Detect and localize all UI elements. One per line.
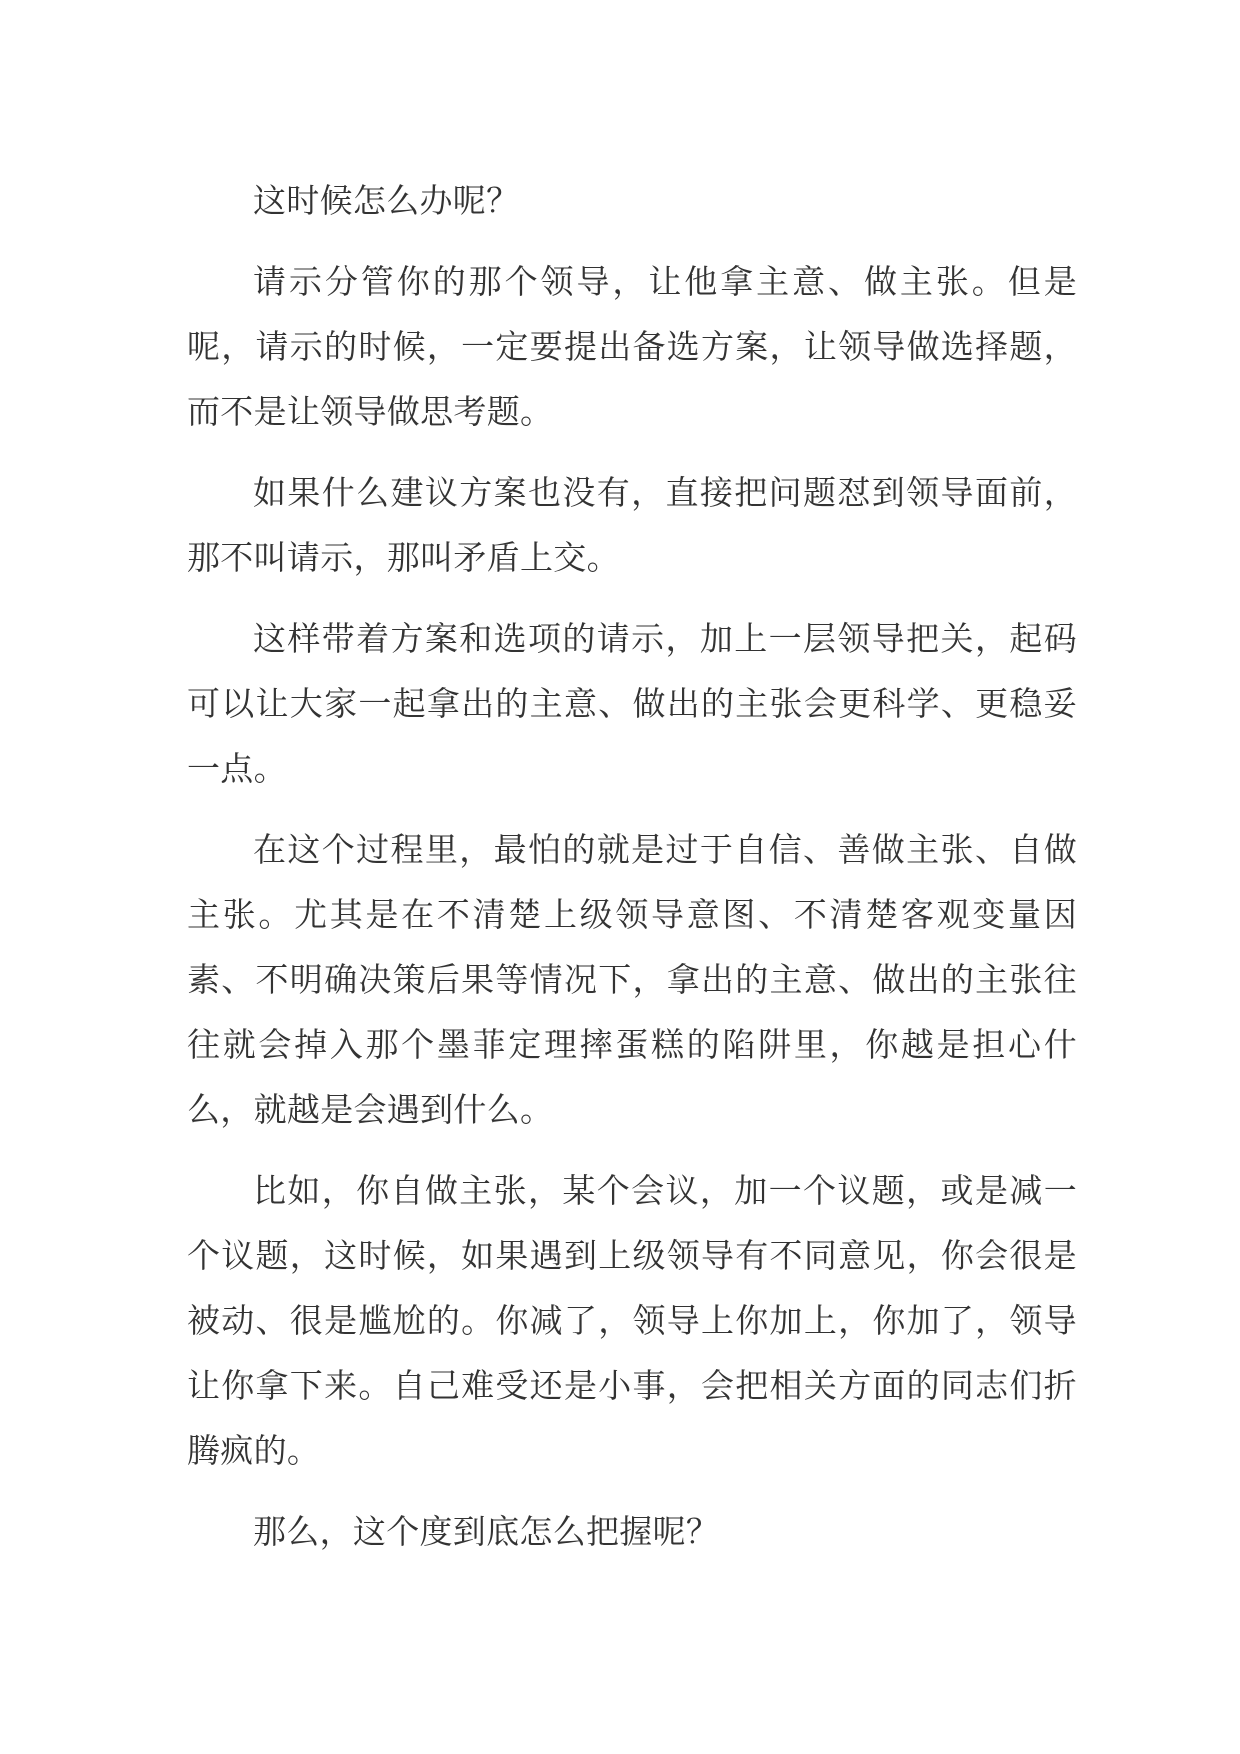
paragraph-2: 请示分管你的那个领导，让他拿主意、做主张。但是呢，请示的时候，一定要提出备选方案，让领导做选择题，而不是让领导做思考题。 (187, 262, 1077, 431)
paragraph-1: 这时候怎么办呢？ (253, 181, 520, 220)
paragraph-5: 在这个过程里，最怕的就是过于自信、善做主张、自做主张。尤其是在不清楚上级领导意图、不清楚客观变量因素、不明确决策后果等情况下，拿出的主意、做出的主张往往就会掉入那个墨菲定理摔蛋糕的陷阱里，你越是担心什么，就越是会遇到什么。 (187, 830, 1077, 1129)
paragraph-4: 这样带着方案和选项的请示，加上一层领导把关，起码可以让大家一起拿出的主意、做出的主张会更科学、更稳妥一点。 (187, 619, 1077, 788)
document-body (187, 168, 1077, 1580)
paragraph-3: 如果什么建议方案也没有，直接把问题怼到领导面前，那不叫请示，那叫矛盾上交。 (187, 473, 1077, 577)
paragraph-7: 那么，这个度到底怎么把握呢？ (253, 1512, 720, 1551)
paragraph-6: 比如，你自做主张，某个会议，加一个议题，或是减一个议题，这时候，如果遇到上级领导有不同意见，你会很是被动、很是尴尬的。你减了，领导上你加上，你加了，领导让你拿下来。自己难受还是小事，会把相关方面的同志们折腾疯的。 (187, 1171, 1077, 1470)
